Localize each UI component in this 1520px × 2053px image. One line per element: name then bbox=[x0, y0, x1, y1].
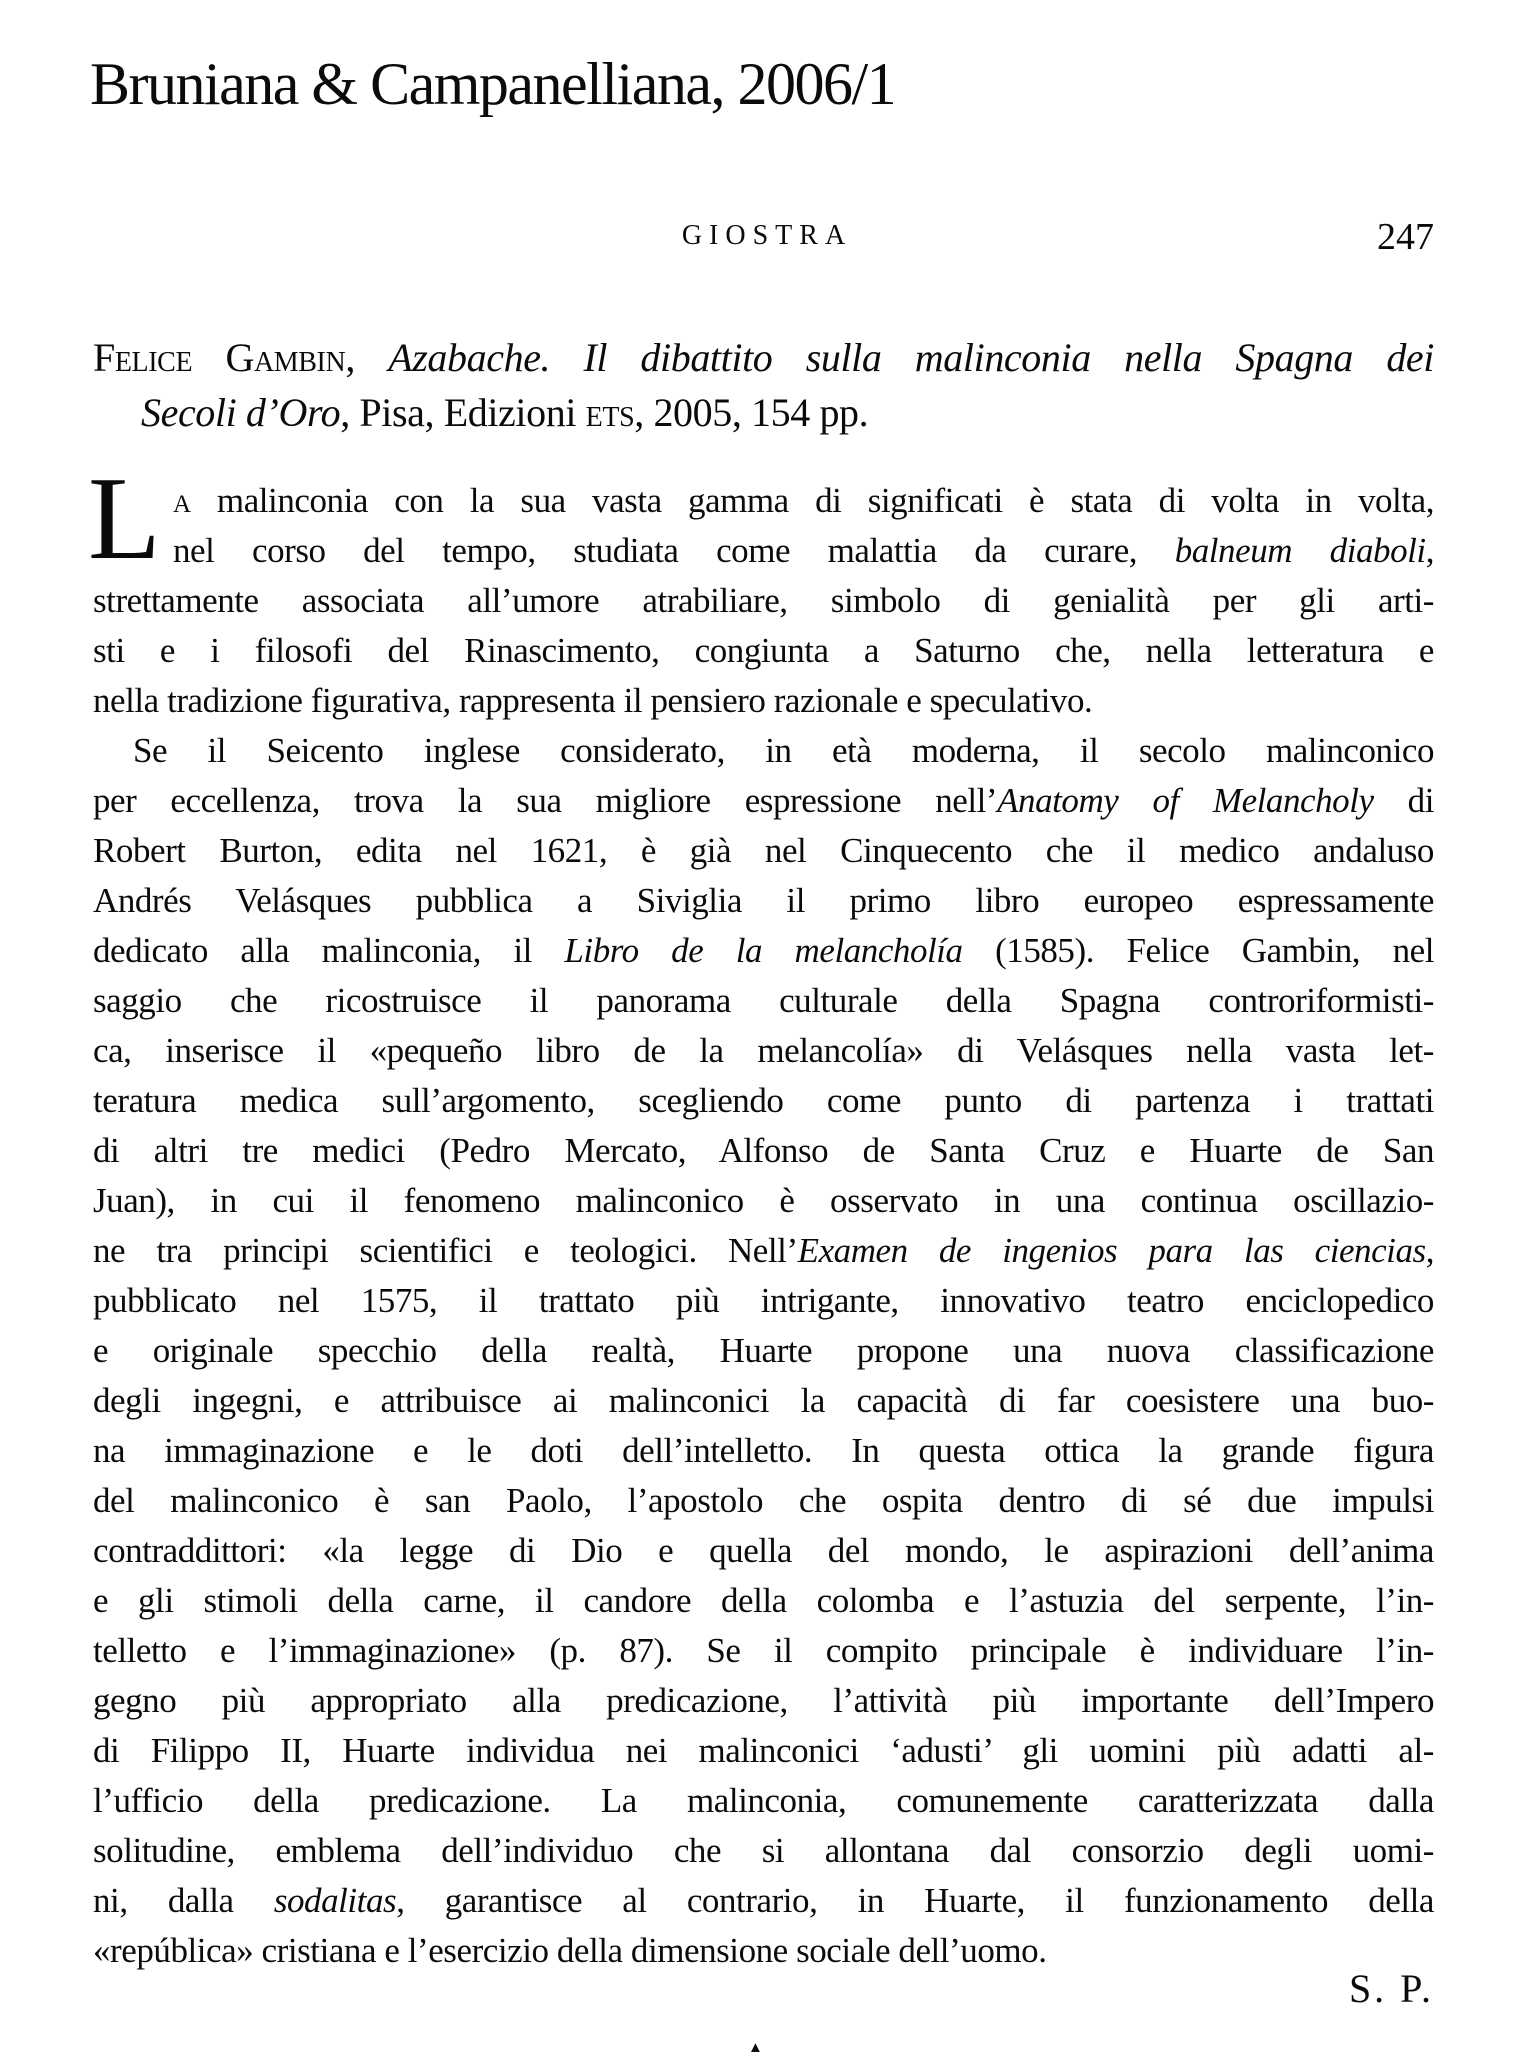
body-line: Robert Burton, edita nel 1621, è già nel Cinquecento che il medico andaluso bbox=[93, 831, 1434, 870]
drop-cap: L bbox=[88, 452, 161, 584]
citation-line: Felice Gambin, Azabache. Il dibattito sulla malinconia nella Spagna dei bbox=[93, 335, 1434, 380]
body-line: «república» cristiana e l’esercizio della dimensione sociale dell’uomo. bbox=[93, 1931, 1047, 1970]
body-line: ne tra principi scientifici e teologici. Nell’Examen de ingenios para las ciencias, bbox=[93, 1231, 1434, 1270]
body-line: contraddittori: «la legge di Dio e quella del mondo, le aspirazioni dell’anima bbox=[93, 1531, 1434, 1570]
body-line: degli ingegni, e attribuisce ai malinconici la capacità di far coesistere una buo- bbox=[93, 1381, 1434, 1420]
body-line: nel corso del tempo, studiata come malattia da curare, balneum diaboli, bbox=[173, 531, 1434, 570]
body-line: na immaginazione e le doti dell’intelletto. In questa ottica la grande figura bbox=[93, 1431, 1434, 1470]
body-line: strettamente associata all’umore atrabiliare, simbolo di genialità per gli arti- bbox=[93, 581, 1434, 620]
body-line: e originale specchio della realtà, Huarte propone una nuova classificazione bbox=[93, 1331, 1434, 1370]
body-line: solitudine, emblema dell’individuo che si allontana dal consorzio degli uomi- bbox=[93, 1831, 1434, 1870]
body-line: per eccellenza, trova la sua migliore espressione nell’Anatomy of Melancholy di bbox=[93, 781, 1434, 820]
running-head-row bbox=[93, 221, 1434, 253]
running-head: GIOSTRA bbox=[681, 220, 853, 251]
citation-line: Secoli d’Oro, Pisa, Edizioni ets, 2005, 154 pp. bbox=[141, 390, 869, 435]
body-line: sti e i filosofi del Rinascimento, congiunta a Saturno che, nella letteratura e bbox=[93, 631, 1434, 670]
body-line: gegno più appropriato alla predicazione, l’attività più importante dell’Impero bbox=[93, 1681, 1434, 1720]
body-line: di altri tre medici (Pedro Mercato, Alfonso de Santa Cruz e Huarte de San bbox=[93, 1131, 1434, 1170]
body-line: del malinconico è san Paolo, l’apostolo che ospita dentro di sé due impulsi bbox=[93, 1481, 1434, 1520]
citation-block bbox=[93, 330, 1434, 440]
page-title: Bruniana & Campanelliana, 2006/1 bbox=[90, 51, 896, 117]
body-line: saggio che ricostruisce il panorama culturale della Spagna controriformisti- bbox=[93, 981, 1434, 1020]
body-line: e gli stimoli della carne, il candore della colomba e l’astuzia del serpente, l’in- bbox=[93, 1581, 1434, 1620]
body-line: ca, inserisce il «pequeño libro de la melancolía» di Velásques nella vasta let- bbox=[93, 1031, 1434, 1070]
body-line: teratura medica sull’argomento, scegliendo come punto di partenza i trattati bbox=[93, 1081, 1434, 1120]
body-line: a malinconia con la sua vasta gamma di significati è stata di volta in volta, bbox=[173, 481, 1434, 520]
body-line: nella tradizione figurativa, rappresenta il pensiero razionale e speculativo. bbox=[93, 681, 1093, 720]
section-ornament-icon: ▲ bbox=[748, 2040, 763, 2053]
body-line: pubblicato nel 1575, il trattato più intrigante, innovativo teatro enciclopedico bbox=[93, 1281, 1434, 1320]
body-line: Se il Seicento inglese considerato, in età moderna, il secolo malinconico bbox=[133, 731, 1434, 770]
body-line: dedicato alla malinconia, il Libro de la melancholía (1585). Felice Gambin, nel bbox=[93, 931, 1434, 970]
body-line: ni, dalla sodalitas, garantisce al contrario, in Huarte, il funzionamento della bbox=[93, 1881, 1434, 1920]
body-line: Andrés Velásques pubblica a Siviglia il primo libro europeo espressamente bbox=[93, 881, 1434, 920]
page-number: 247 bbox=[1377, 216, 1434, 258]
body-line: l’ufficio della predicazione. La malinconia, comunemente caratterizzata dalla bbox=[93, 1781, 1434, 1820]
body-line: telletto e l’immaginazione» (p. 87). Se il compito principale è individuare l’in- bbox=[93, 1631, 1434, 1670]
body-line: Juan), in cui il fenomeno malinconico è osservato in una continua oscillazio- bbox=[93, 1181, 1434, 1220]
body-text bbox=[93, 476, 1434, 1976]
body-line: di Filippo II, Huarte individua nei malinconici ‘adusti’ gli uomini più adatti al- bbox=[93, 1731, 1434, 1770]
reviewer-signature: S. P. bbox=[1348, 1966, 1434, 2011]
